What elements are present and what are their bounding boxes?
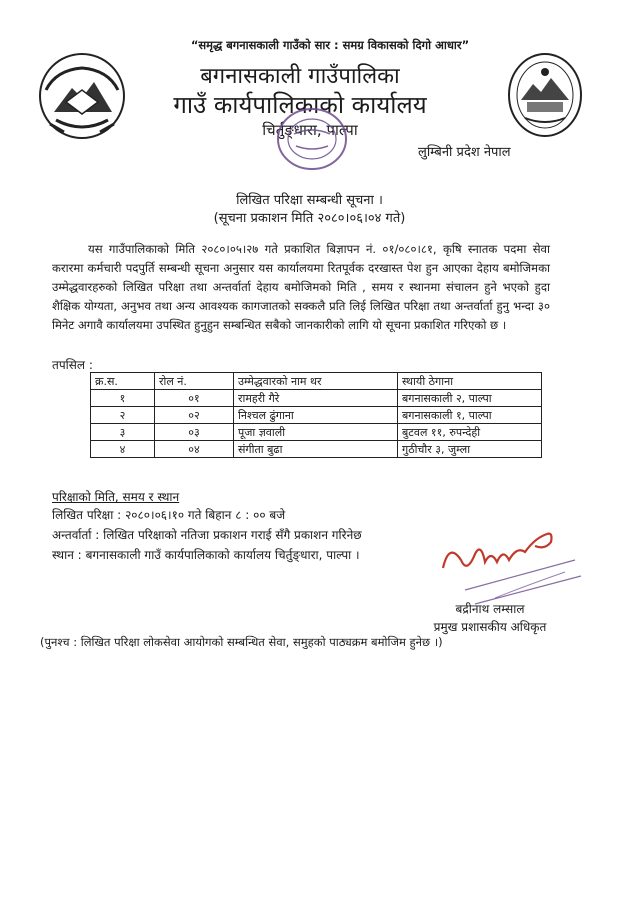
office-address: चिर्तुङ्धारा, पाल्पा	[262, 121, 358, 139]
written-exam-line	[52, 506, 285, 523]
written-exam-value: २०८०।०६।१० गते बिहान ८ : ०० बजे	[125, 508, 286, 522]
table-row	[91, 390, 542, 407]
signatory-title: प्रमुख प्रशासकीय अधिकृत	[433, 620, 547, 634]
cell-roll: ०१	[155, 390, 234, 407]
venue-label: स्थान :	[52, 548, 82, 562]
cell-serial: ४	[91, 441, 155, 458]
table-row	[91, 441, 542, 458]
cell-serial: १	[91, 390, 155, 407]
schedule-title: परिक्षाको मिति, समय र स्थान	[52, 490, 180, 504]
candidates-table	[90, 372, 542, 458]
col-header-roll: रोल नं.	[155, 373, 234, 390]
cell-serial: २	[91, 407, 155, 424]
cell-serial: ३	[91, 424, 155, 441]
nepal-emblem-logo	[36, 50, 128, 142]
municipality-logo	[505, 50, 585, 140]
cell-roll: ०३	[155, 424, 234, 441]
office-seal-stamp	[272, 104, 352, 174]
office-type: गाउँ कार्यपालिकाको कार्यालय	[173, 91, 427, 119]
col-header-name: उम्मेद्धवारको नाम थर	[234, 373, 398, 390]
table-row	[91, 407, 542, 424]
col-header-serial: क्र.स.	[91, 373, 155, 390]
col-header-address: स्थायी ठेगाना	[398, 373, 542, 390]
postscript: (पुनश्च : लिखित परिक्षा लोकसेवा आयोगको सम्बन्धित सेवा, समुहको पाठ्यक्रम बमोजिम हुनेछ ।)	[40, 635, 443, 649]
cell-name: संगीता बुढा	[234, 441, 398, 458]
province: लुम्बिनी प्रदेश नेपाल	[418, 145, 511, 160]
details-label: तपसिल :	[52, 358, 93, 372]
interview-value: लिखित परिक्षाको नतिजा प्रकाशन गराई सँगै प्रकाशन गरिनेछ	[103, 528, 362, 542]
cell-name: पूजा ज्ञवाली	[234, 424, 398, 441]
cell-address: बुटवल ११, रुपन्देही	[398, 424, 542, 441]
interview-label: अन्तर्वार्ता :	[52, 528, 100, 542]
venue-value: बगनासकाली गाउँ कार्यपालिकाको कार्यालय चिर्तुङ्धारा, पाल्पा ।	[85, 548, 360, 562]
signature-and-stamp	[435, 520, 585, 610]
cell-name: निश्चल ढुंगाना	[234, 407, 398, 424]
cell-roll: ०२	[155, 407, 234, 424]
interview-line	[52, 526, 362, 543]
notice-title: लिखित परिक्षा सम्बन्धी सूचना ।	[236, 193, 383, 208]
motto: “समृद्ध बगनासकाली गाउँको सार : समग्र विकासको दिगो आधार”	[190, 38, 470, 52]
table-header-row	[91, 373, 542, 390]
cell-roll: ०४	[155, 441, 234, 458]
cell-name: रामहरी गैरे	[234, 390, 398, 407]
notice-body: यस गाउँपालिकाको मिति २०८०।०५।२७ गते प्रकाशित बिज्ञापन नं. ०१/०८०।८१, कृषि स्नातक पदमा सेवा करारमा कर्मचारी पदपुर्ति सम्बन्धी सूचना अनुसार यस कार्यालयमा रितपूर्वक दरखास्त पेश हुन आएका देहाय बमोजिमका उम्मेद्धवारहरुको लिखित परिक्षा तथा अन्तर्वार्ता देहाय बमोजिमको मिति , समय र स्थानमा संचालन हुने भएको हुदा शैक्षिक योग्यता, अनुभव तथा अन्य आवश्यक कागजातको सक्कलै प्रति लिई लिखित परिक्षा तथा अन्तर्वार्ता हुनु भन्दा ३० मिनेट अगावै कार्यालयमा उपस्थित हुनुहुन सम्बन्धित सबैको जानकारीको लागि यो सूचना प्रकाशित गरिएको छ ।	[52, 242, 550, 332]
venue-line	[52, 546, 360, 563]
notice-subtitle: (सूचना प्रकाशन मिति २०८०।०६।०४ गते)	[213, 211, 406, 226]
cell-address: बगनासकाली २, पाल्पा	[398, 390, 542, 407]
table-row	[91, 424, 542, 441]
written-exam-label: लिखित परिक्षा :	[52, 508, 122, 522]
cell-address: बगनासकाली १, पाल्पा	[398, 407, 542, 424]
signatory-name: बद्रीनाथ लम्साल	[455, 602, 525, 616]
cell-address: गुठीचौर ३, जुम्ला	[398, 441, 542, 458]
office-name: बगनासकाली गाउँपालिका	[200, 64, 400, 89]
